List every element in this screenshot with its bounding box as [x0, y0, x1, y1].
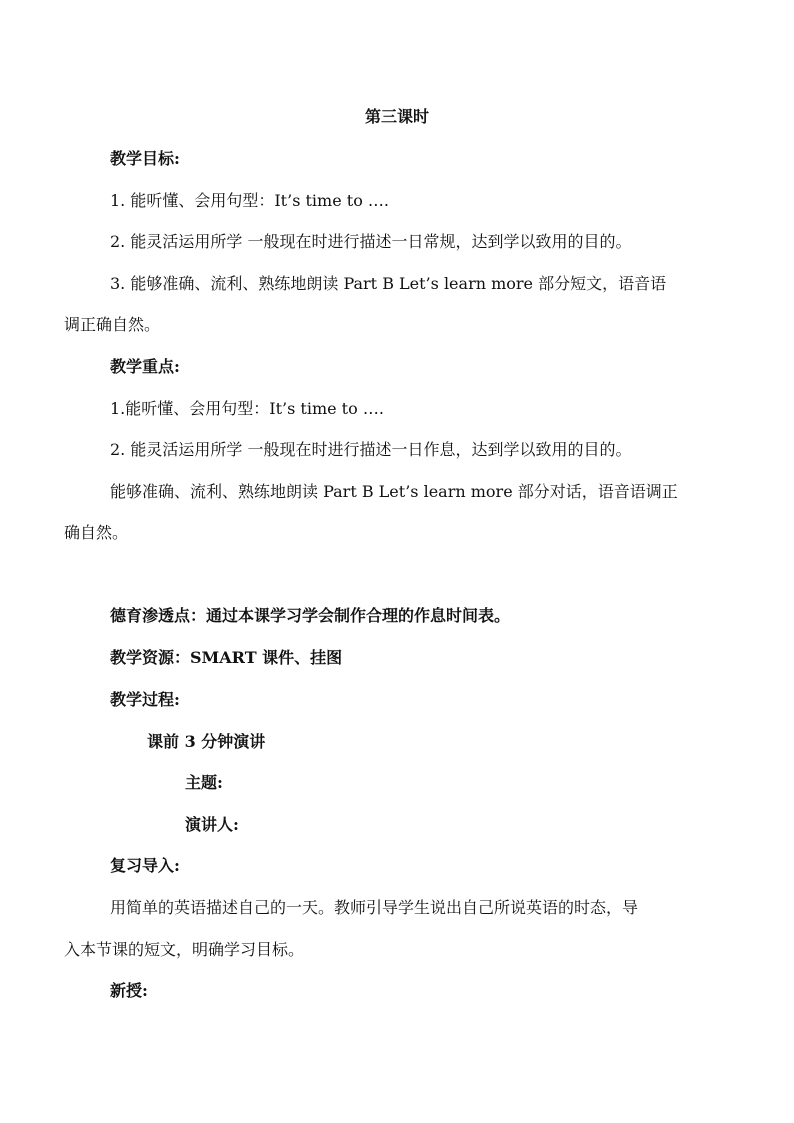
review-heading: 复习导入: [110, 856, 180, 875]
key-point-item: 能够准确、流利、熟练地朗读 Part B Let’s learn more 部分对话，语音语调正 [110, 482, 678, 501]
key-point-item: 2. 能灵活运用所学 一般现在时进行描述一日作息，达到学以致用的目的。 [110, 440, 632, 459]
topic-label: 主题: [185, 773, 223, 792]
key-points-heading: 教学重点: [110, 357, 180, 376]
teaching-resources: 教学资源：SMART 课件、挂图 [110, 648, 343, 667]
key-point-item-continued: 确自然。 [64, 523, 129, 542]
speaker-label: 演讲人: [185, 815, 239, 834]
objective-item: 1. 能听懂、会用句型：It’s time to …. [110, 191, 389, 210]
process-heading: 教学过程: [110, 690, 180, 709]
objective-item-continued: 调正确自然。 [64, 315, 161, 334]
review-text: 用简单的英语描述自己的一天。教师引导学生说出自己所说英语的时态，导 [110, 898, 639, 917]
objective-item: 3. 能够准确、流利、熟练地朗读 Part B Let’s learn more 部分短文，语音语 [110, 274, 667, 293]
objective-item: 2. 能灵活运用所学 一般现在时进行描述一日常规，达到学以致用的目的。 [110, 232, 632, 251]
objectives-heading: 教学目标: [110, 149, 180, 168]
key-point-item: 1.能听懂、会用句型：It’s time to …. [110, 399, 384, 418]
moral-education: 德育渗透点：通过本课学习学会制作合理的作息时间表。 [110, 606, 511, 625]
new-lesson-heading: 新授: [110, 981, 148, 1000]
page-title: 第三课时 [364, 107, 429, 126]
review-text-continued: 入本节课的短文，明确学习目标。 [64, 940, 305, 959]
pre-class-speech: 课前 3 分钟演讲 [147, 732, 266, 751]
